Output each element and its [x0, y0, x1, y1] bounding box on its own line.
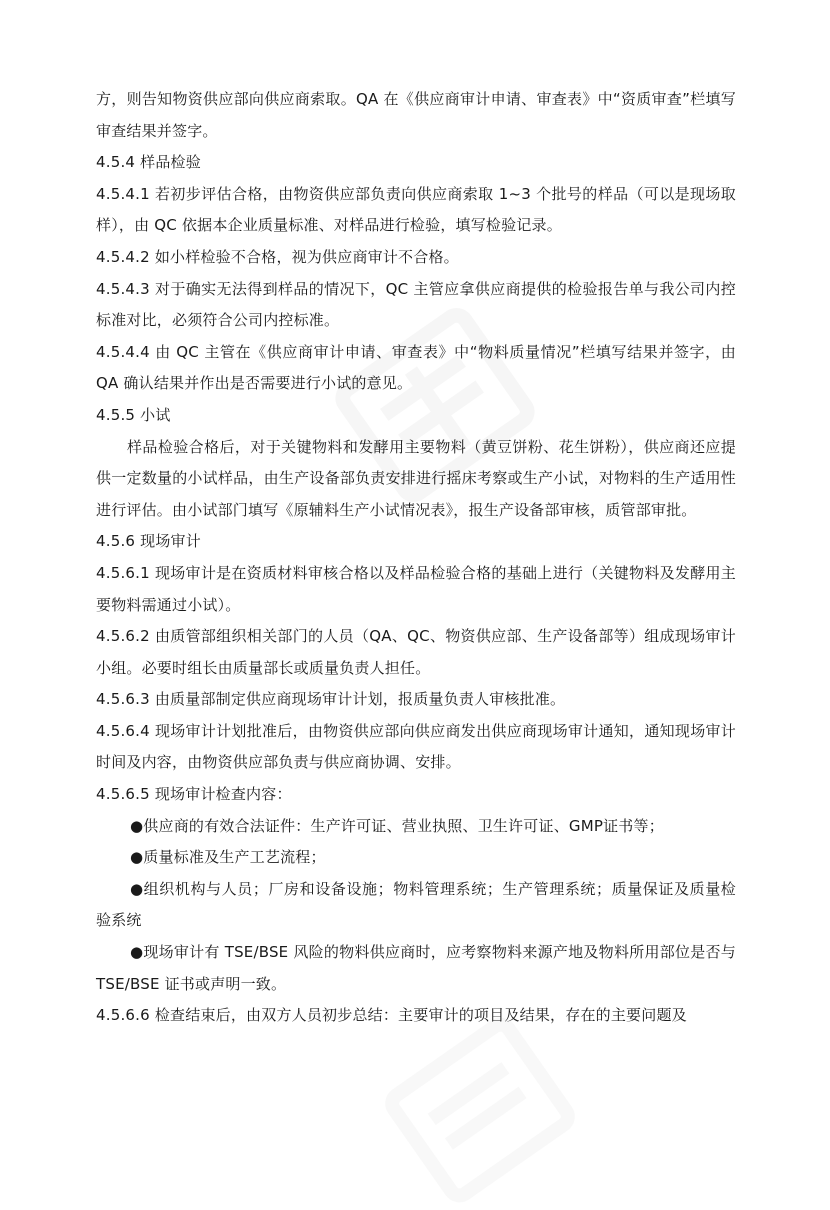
section-heading-4-5-5: 4.5.5 小试 [96, 405, 171, 424]
bullet-item-certificates: ●供应商的有效合法证件：生产许可证、营业执照、卫生许可证、GMP证书等； [130, 816, 664, 835]
paragraph-4-5-6-3: 4.5.6.3 由质量部制定供应商现场审计计划，报质量负责人审核批准。 [96, 690, 566, 709]
bullet-item-standards: ●质量标准及生产工艺流程； [130, 848, 326, 867]
paragraph-4-5-6-5: 4.5.6.5 现场审计检查内容： [96, 785, 292, 804]
watermark-stamp-icon [380, 1010, 580, 1210]
paragraph-4-5-6-4: 4.5.6.4 现场审计计划批准后，由物资供应部向供应商发出供应商现场审计通知，通知现场审计时间及内容，由物资供应部负责与供应商协调、安排。 [96, 721, 736, 772]
paragraph-4-5-6-6: 4.5.6.6 检查结束后，由双方人员初步总结：主要审计的项目及结果，存在的主要问题及 [96, 1006, 687, 1025]
section-heading-4-5-6: 4.5.6 现场审计 [96, 532, 201, 551]
document-body [96, 84, 736, 1032]
section-heading-4-5-4: 4.5.4 样品检验 [96, 153, 201, 172]
paragraph-4-5-5: 样品检验合格后，对于关键物料和发酵用主要物料（黄豆饼粉、花生饼粉），供应商还应提供一定数量的小试样品，由生产设备部负责安排进行摇床考察或生产小试，对物料的生产适用性进行评估。由小试部门填写《原辅料生产小试情况表》，报生产设备部审核，质管部审批。 [96, 437, 736, 519]
paragraph-qa-review: 方，则告知物资供应部向供应商索取。QA 在《供应商审计申请、审查表》中“资质审查”栏填写审查结果并签字。 [96, 90, 736, 140]
paragraph-4-5-4-4: 4.5.4.4 由 QC 主管在《供应商审计申请、审查表》中“物料质量情况”栏填写结果并签字，由 QA 确认结果并作出是否需要进行小试的意见。 [96, 342, 736, 393]
bullet-item-organization: ●组织机构与人员；厂房和设备设施；物料管理系统；生产管理系统；质量保证及质量检验系统 [96, 879, 736, 930]
paragraph-4-5-4-1: 4.5.4.1 若初步评估合格，由物资供应部负责向供应商索取 1~3 个批号的样品（可以是现场取样），由 QC 依据本企业质量标准、对样品进行检验，填写检验记录。 [96, 184, 736, 235]
paragraph-4-5-4-2: 4.5.4.2 如小样检验不合格，视为供应商审计不合格。 [96, 247, 459, 266]
bullet-item-tse-bse: ●现场审计有 TSE/BSE 风险的物料供应商时，应考察物料来源产地及物料所用部位是否与 TSE/BSE 证书或声明一致。 [96, 943, 736, 993]
paragraph-4-5-4-3: 4.5.4.3 对于确实无法得到样品的情况下，QC 主管应拿供应商提供的检验报告单与我公司内控标准对比，必须符合公司内控标准。 [96, 279, 736, 330]
paragraph-4-5-6-1: 4.5.6.1 现场审计是在资质材料审核合格以及样品检验合格的基础上进行（关键物料及发酵用主要物料需通过小试）。 [96, 563, 736, 614]
paragraph-4-5-6-2: 4.5.6.2 由质管部组织相关部门的人员（QA、QC、物资供应部、生产设备部等）组成现场审计小组。必要时组长由质量部长或质量负责人担任。 [96, 627, 736, 677]
